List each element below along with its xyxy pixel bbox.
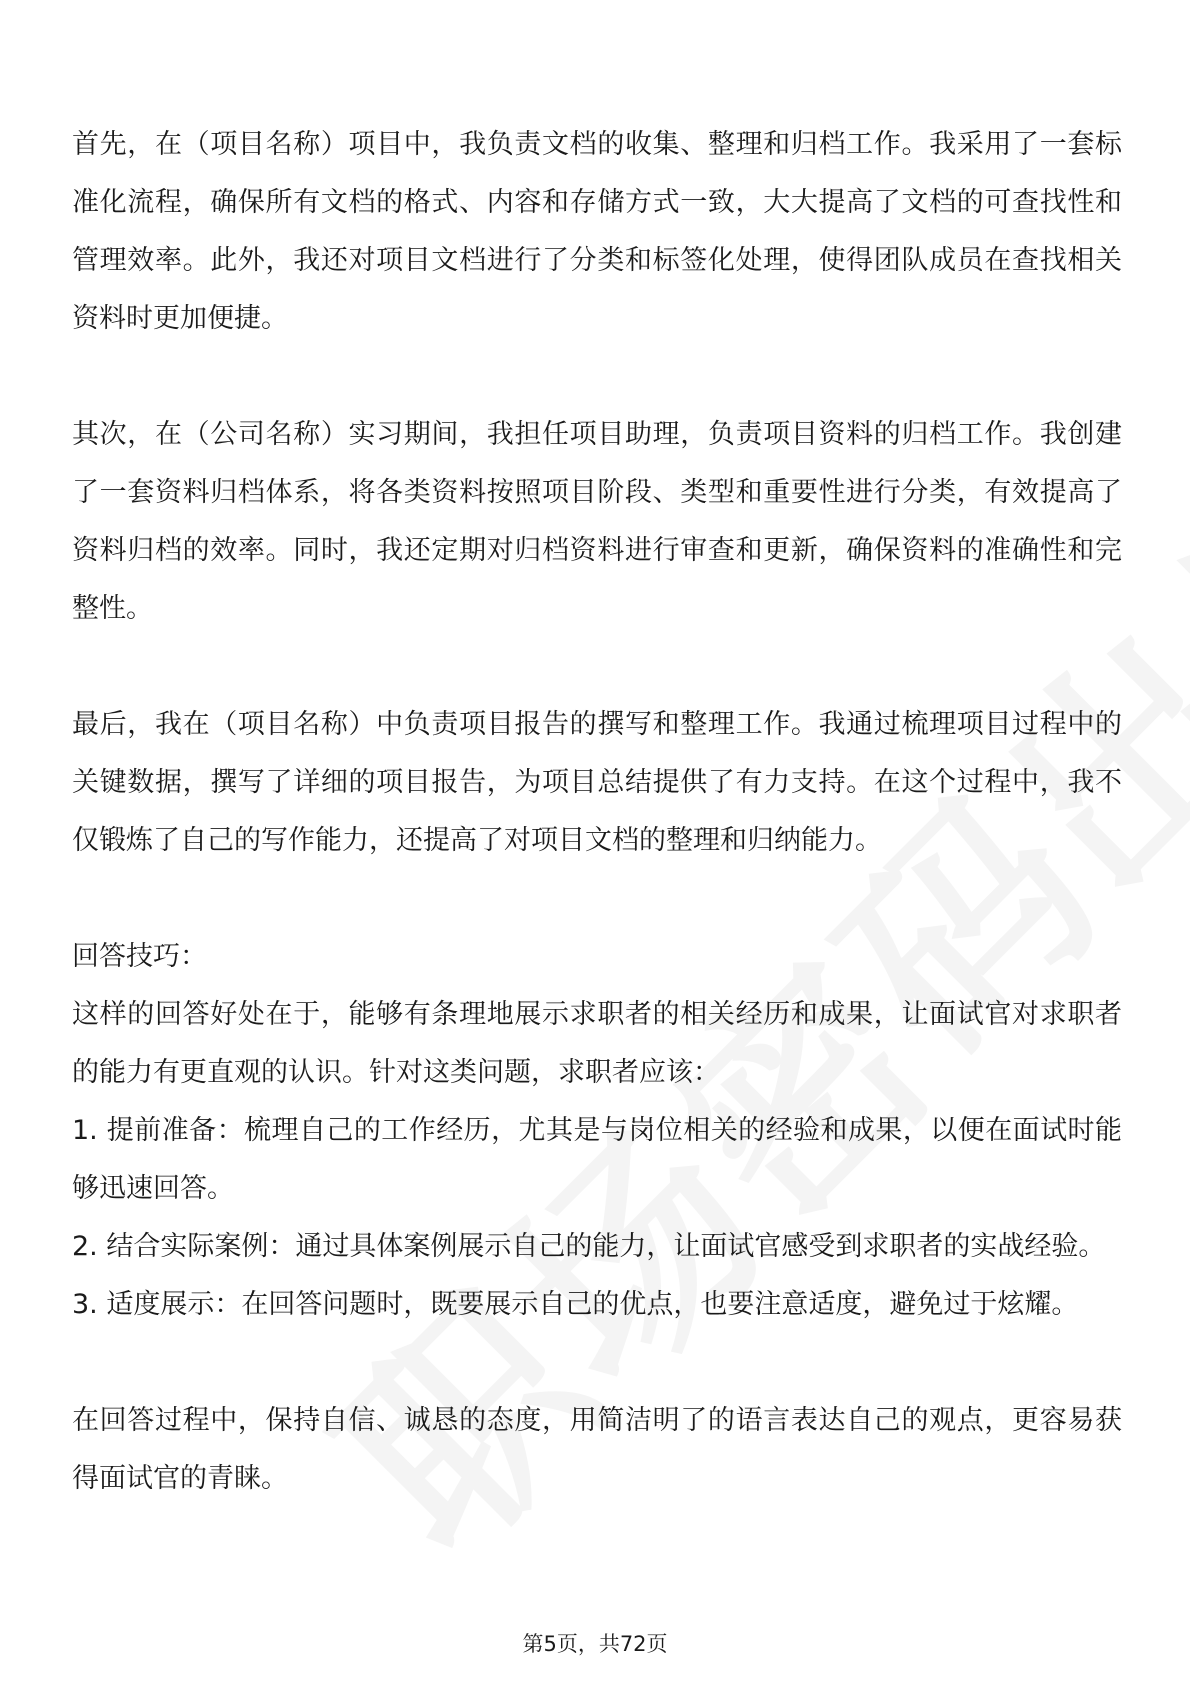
tips-item-prepare: 1. 提前准备：梳理自己的工作经历，尤其是与岗位相关的经验和成果，以便在面试时能够迅速回答。 bbox=[72, 1115, 1122, 1204]
paragraph-second: 其次，在（公司名称）实习期间，我担任项目助理，负责项目资料的归档工作。我创建了一套资料归档体系，将各类资料按照项目阶段、类型和重要性进行分类，有效提高了资料归档的效率。同时，我还定期对归档资料进行审查和更新，确保资料的准确性和完整性。 bbox=[72, 419, 1122, 624]
tips-item-cases: 2. 结合实际案例：通过具体案例展示自己的能力，让面试官感受到求职者的实战经验。 bbox=[72, 1231, 1106, 1262]
paragraph-third: 最后，我在（项目名称）中负责项目报告的撰写和整理工作。我通过梳理项目过程中的关键数据，撰写了详细的项目报告，为项目总结提供了有力支持。在这个过程中，我不仅锻炼了自己的写作能力，还提高了对项目文档的整理和归纳能力。 bbox=[72, 709, 1122, 856]
tips-item-moderate: 3. 适度展示：在回答问题时，既要展示自己的优点，也要注意适度，避免过于炫耀。 bbox=[72, 1289, 1079, 1320]
tips-section bbox=[72, 928, 1122, 1334]
tips-intro: 这样的回答好处在于，能够有条理地展示求职者的相关经历和成果，让面试官对求职者的能力有更直观的认识。针对这类问题，求职者应该： bbox=[72, 999, 1122, 1088]
paragraph-first: 首先，在（项目名称）项目中，我负责文档的收集、整理和归档工作。我采用了一套标准化流程，确保所有文档的格式、内容和存储方式一致，大大提高了文档的可查找性和管理效率。此外，我还对项目文档进行了分类和标签化处理，使得团队成员在查找相关资料时更加便捷。 bbox=[72, 129, 1122, 334]
page-number: 第5页，共72页 bbox=[522, 1632, 668, 1656]
tips-heading: 回答技巧： bbox=[72, 941, 207, 972]
document-body bbox=[72, 116, 1122, 1508]
closing-paragraph: 在回答过程中，保持自信、诚恳的态度，用简洁明了的语言表达自己的观点，更容易获得面试官的青睐。 bbox=[72, 1405, 1122, 1494]
